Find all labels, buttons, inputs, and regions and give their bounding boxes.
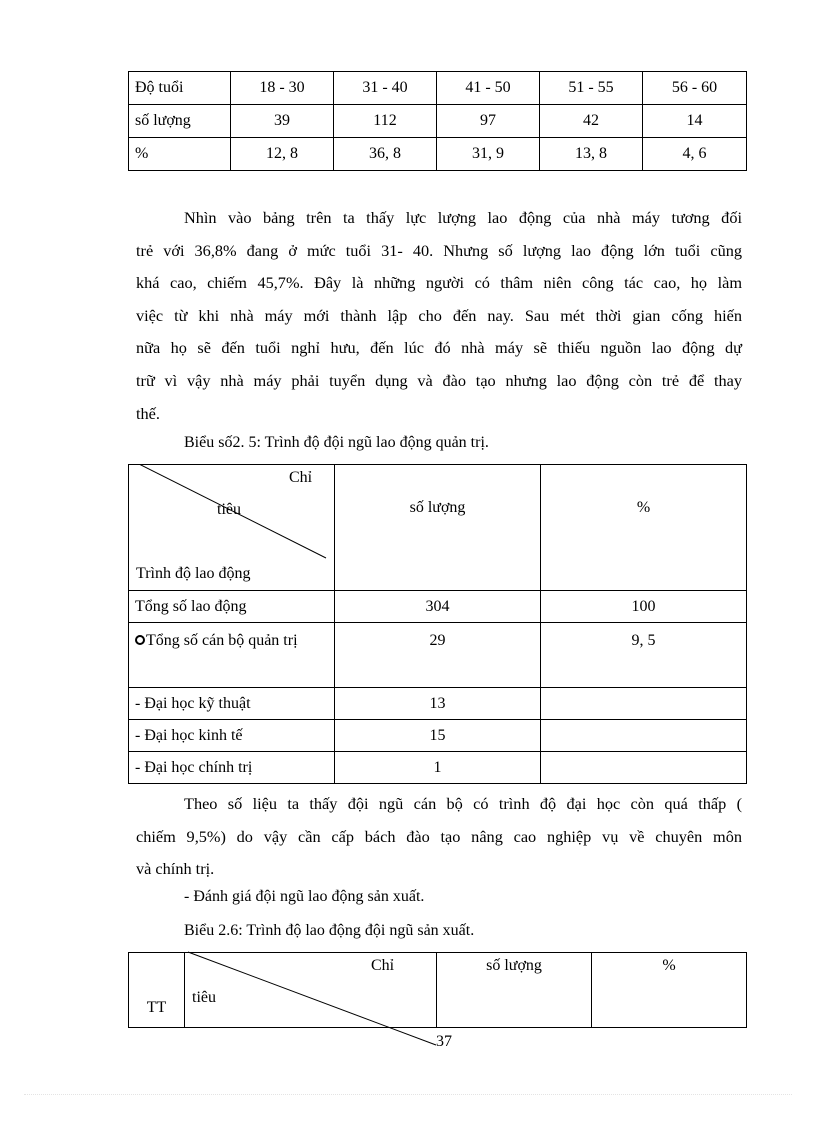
table-cell: 42	[540, 105, 643, 138]
column-header: %	[592, 953, 747, 1028]
row-label: Tổng số cán bộ quản trị	[129, 623, 335, 688]
page-number: 37	[436, 1033, 452, 1050]
paragraph-line: chiếm 9,5%) do vậy cần cấp bách đào tạo nâng cao nghiệp vụ về chuyên môn	[136, 826, 742, 846]
table-cell: 4, 6	[643, 138, 747, 171]
paragraph-line: trữ vì vậy nhà máy phải tuyển dụng và đào tạo nhưng lao động còn trẻ để thay	[136, 370, 742, 390]
paragraph-line: khá cao, chiếm 45,7%. Đây là những người có thâm niên công tác cao, họ làm	[136, 273, 742, 293]
section-heading: - Đánh giá đội ngũ lao động sản xuất.	[184, 888, 425, 905]
age-header-cell: 56 - 60	[643, 72, 747, 105]
table-cell: 100	[541, 591, 747, 623]
table-cell: 15	[335, 720, 541, 752]
table-cell: 13, 8	[540, 138, 643, 171]
table-cell: 97	[437, 105, 540, 138]
age-header-cell: 31 - 40	[334, 72, 437, 105]
diagonal-label-mid: tiêu	[217, 501, 241, 518]
column-header: số lượng	[335, 465, 541, 591]
column-header: số lượng	[437, 953, 592, 1028]
row-label: - Đại học kinh tế	[129, 720, 335, 752]
paragraph-line: và chính trị.	[136, 859, 215, 879]
paragraph-line: thế.	[136, 403, 160, 423]
table-cell: 36, 8	[334, 138, 437, 171]
age-header-cell: 18 - 30	[231, 72, 334, 105]
caption-prod-table: Biểu 2.6: Trình độ lao động đội ngũ sản xuất.	[184, 922, 475, 939]
row-label: Tổng số lao động	[129, 591, 335, 623]
table-cell: 112	[334, 105, 437, 138]
page-footer-rule	[24, 1094, 792, 1095]
table-cell: 304	[335, 591, 541, 623]
column-header: %	[541, 465, 747, 591]
diagonal-label-top: Chỉ	[371, 957, 395, 974]
age-header-label: Độ tuổi	[129, 72, 231, 105]
table-cell: 1	[335, 752, 541, 784]
table-cell: 39	[231, 105, 334, 138]
table-cell: 13	[335, 688, 541, 720]
table-cell: 31, 9	[437, 138, 540, 171]
table-cell: 29	[335, 623, 541, 688]
paragraph-line: Theo số liệu ta thấy đội ngũ cán bộ có trình độ đại học còn quá thấp (	[184, 794, 742, 813]
diagonal-label-bottom: Trình độ lao động	[136, 565, 251, 582]
paragraph-line: trẻ với 36,8% đang ở mức tuổi 31- 40. Nhưng số lượng lao động lớn tuổi cũng	[136, 240, 742, 260]
diagonal-label-bottom: tiêu	[192, 989, 216, 1006]
paragraph-line: nữa họ sẽ đến tuổi nghỉ hưu, đến lúc đó nhà máy sẽ thiếu nguồn lao động dự	[136, 338, 742, 358]
row-label: %	[129, 138, 231, 171]
table-cell: 14	[643, 105, 747, 138]
paragraph-line: việc từ khi nhà máy mới thành lập cho đến nay. Sau mét thời gian cống hiến	[136, 305, 742, 325]
row-label: - Đại học chính trị	[129, 752, 335, 784]
row-label: - Đại học kỹ thuật	[129, 688, 335, 720]
row-label: số lượng	[129, 105, 231, 138]
diagonal-label-top: Chỉ	[289, 469, 313, 486]
table-cell: 9, 5	[541, 623, 747, 688]
caption-mgmt-table: Biểu số2. 5: Trình độ đội ngũ lao động quản trị.	[184, 434, 489, 451]
age-header-cell: 41 - 50	[437, 72, 540, 105]
table-cell: 12, 8	[231, 138, 334, 171]
age-header-cell: 51 - 55	[540, 72, 643, 105]
paragraph-line: Nhìn vào bảng trên ta thấy lực lượng lao động của nhà máy tương đối	[184, 208, 742, 227]
column-header-tt: TT	[129, 953, 185, 1028]
